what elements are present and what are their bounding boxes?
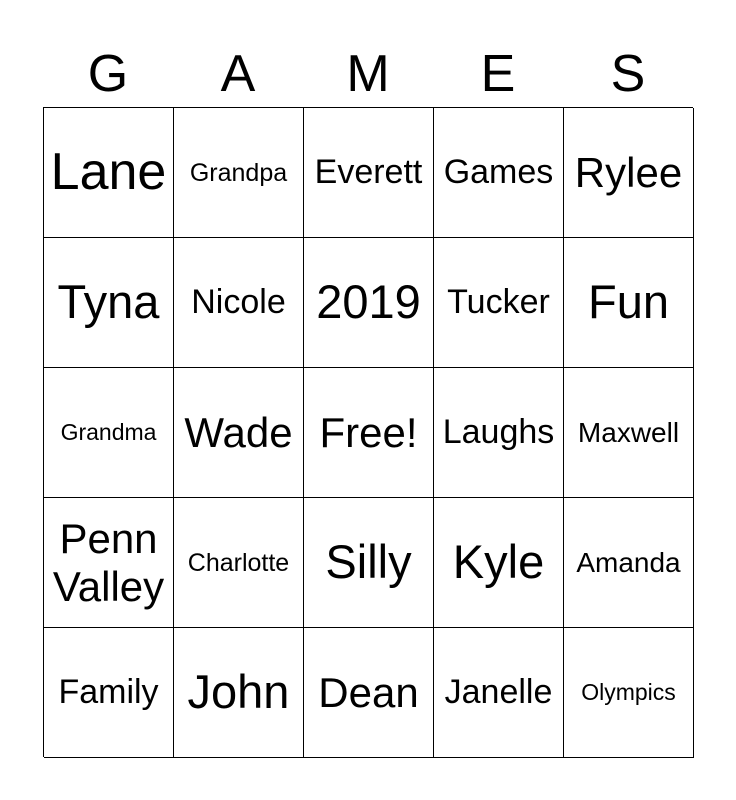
bingo-cell[interactable]: Fun <box>564 238 694 368</box>
bingo-cell[interactable]: Lane <box>44 108 174 238</box>
bingo-cell[interactable]: Olympics <box>564 628 694 758</box>
bingo-cell[interactable]: Grandma <box>44 368 174 498</box>
header-letter-a: A <box>220 45 256 103</box>
bingo-cell[interactable]: Tyna <box>44 238 174 368</box>
bingo-cell[interactable]: Tucker <box>434 238 564 368</box>
bingo-cell[interactable]: Charlotte <box>174 498 304 628</box>
bingo-cell[interactable]: Rylee <box>564 108 694 238</box>
bingo-header <box>43 42 693 106</box>
bingo-cell[interactable]: Maxwell <box>564 368 694 498</box>
bingo-cell[interactable]: Family <box>44 628 174 758</box>
bingo-cell[interactable]: Penn Valley <box>44 498 174 628</box>
bingo-cell[interactable]: Dean <box>304 628 434 758</box>
bingo-cell[interactable]: Wade <box>174 368 304 498</box>
header-letter-g: G <box>87 45 129 103</box>
bingo-board <box>43 107 693 757</box>
header-letter-m: M <box>346 45 390 103</box>
bingo-cell[interactable]: Everett <box>304 108 434 238</box>
bingo-cell[interactable]: Games <box>434 108 564 238</box>
bingo-cell[interactable]: Nicole <box>174 238 304 368</box>
header-letter-e: E <box>480 45 516 103</box>
bingo-cell[interactable]: Silly <box>304 498 434 628</box>
bingo-cell[interactable]: Amanda <box>564 498 694 628</box>
bingo-cell[interactable]: Laughs <box>434 368 564 498</box>
bingo-cell[interactable]: John <box>174 628 304 758</box>
header-letter-s: S <box>610 45 646 103</box>
bingo-cell[interactable]: Grandpa <box>174 108 304 238</box>
bingo-cell[interactable]: 2019 <box>304 238 434 368</box>
bingo-cell[interactable]: Kyle <box>434 498 564 628</box>
bingo-cell free-space[interactable]: Free! <box>304 368 434 498</box>
bingo-cell[interactable]: Janelle <box>434 628 564 758</box>
